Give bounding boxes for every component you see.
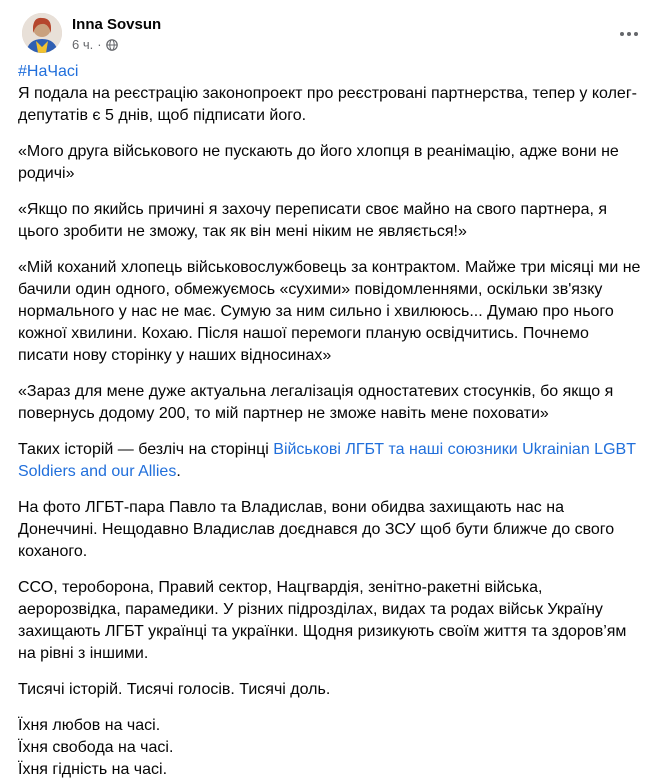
globe-icon[interactable] — [106, 39, 118, 51]
stories-paragraph — [18, 439, 642, 483]
post-body — [18, 61, 642, 781]
author-name[interactable]: Inna Sovsun — [72, 16, 162, 33]
post-meta — [72, 37, 118, 52]
more-options-icon — [619, 31, 639, 37]
page-link[interactable]: Військові ЛГБТ та наші союзники Ukrainian LGBT Soldiers and our Allies — [18, 441, 636, 480]
quote-paragraph: «Зараз для мене дуже актуальна легалізація одностатевих стосунків, бо якщо я повернусь додому 200, то мій партнер не зможе навіть мене поховати» — [18, 383, 614, 422]
hashtag-link[interactable]: #НаЧасі — [18, 63, 79, 80]
quote-paragraph: «Мій коханий хлопець військовослужбовець за контрактом. Майже три місяці ми не бачили один одного, обмежуємось «сухими» повідомленнями, оскільки зв'язку нормального у нас не має. Сумую за ним сильно і хвилююсь... Думаю про нього кожної хвилини. Кохаю. Після нашої перемоги планую освідчитись. Почнемо писати нову сторінку у наших відносинах» — [18, 259, 641, 364]
stories-prefix: Таких історій — безліч на сторінці — [18, 441, 274, 458]
quote-paragraph: «Якщо по якийсь причині я захочу переписати своє майно на свого партнера, я цього зробити не зможу, так як він мені ніким не являється!» — [18, 201, 608, 240]
stories-suffix: . — [176, 463, 181, 480]
post-paragraph: ССО, тероборона, Правий сектор, Нацгвардія, зенітно-ракетні війська, аеророзвідка, парамедики. У різних підрозділах, видах та родах військ Україну захищають ЛГБТ українці та українки. Щодня ризикують своїм життя та здоров’ям на рівні з іншими. — [18, 579, 627, 662]
closing-line: Їхня любов на часі. — [18, 717, 161, 734]
more-options-button[interactable] — [617, 22, 641, 46]
post-header — [22, 12, 657, 62]
quote-paragraph: «Мого друга військового не пускають до його хлопця в реанімацію, адже вони не родичі» — [18, 143, 619, 182]
closing-line: Їхня гідність на часі. — [18, 761, 168, 778]
closing-line: Їхня свобода на часі. — [18, 739, 174, 756]
post-timestamp[interactable]: 6 ч. — [72, 37, 94, 52]
avatar-image — [22, 13, 62, 53]
meta-separator: · — [97, 37, 102, 52]
post-paragraph: Я подала на реєстрацію законопроект про реєстровані партнерства, тепер у колег-депутатів є 5 днів, щоб підписати його. — [18, 85, 637, 124]
photo-caption-paragraph: На фото ЛГБТ-пара Павло та Владислав, вони обидва захищають нас на Донеччині. Нещодавно Владислав доєднався до ЗСУ щоб бути ближче до свого коханого. — [18, 499, 615, 560]
author-avatar[interactable] — [22, 13, 62, 53]
post-paragraph: Тисячі історій. Тисячі голосів. Тисячі доль. — [18, 681, 331, 698]
